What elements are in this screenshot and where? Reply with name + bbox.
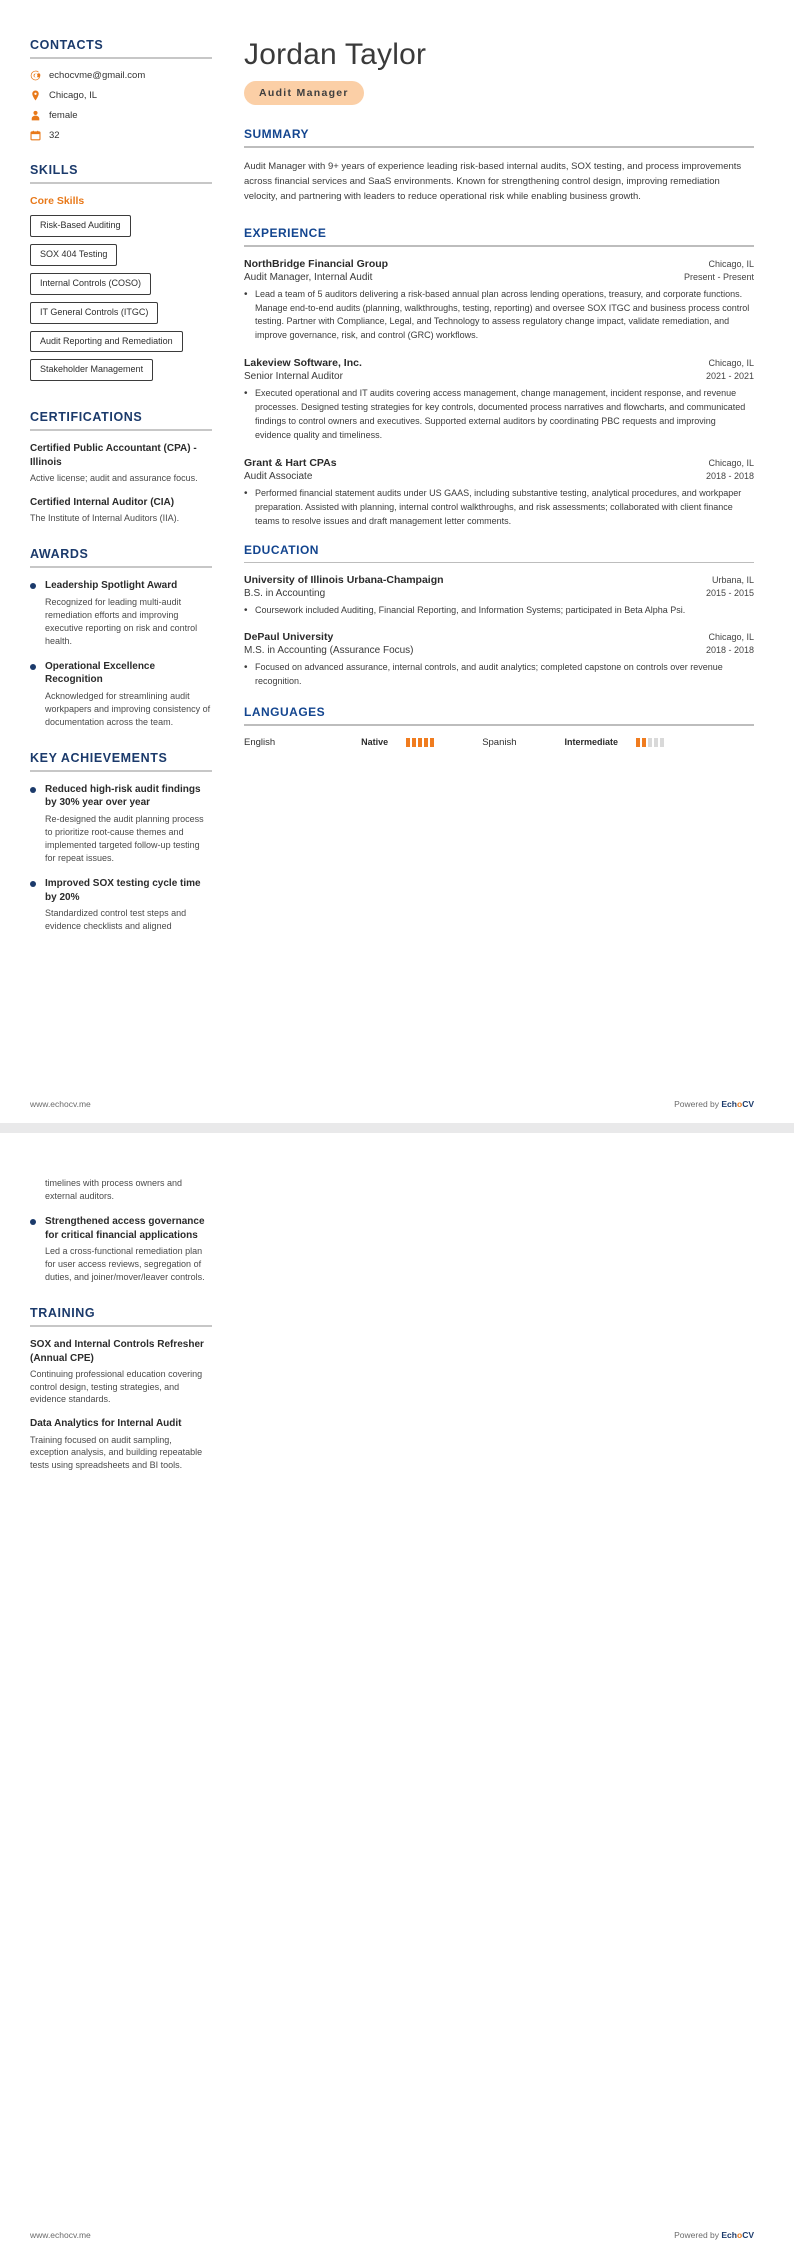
awards-divider xyxy=(30,566,212,568)
key-achievement-item xyxy=(30,1215,212,1284)
key-achievements-section xyxy=(30,751,212,933)
left-sidebar-continued xyxy=(30,1177,226,1493)
training-desc: Continuing professional education covering control design, testing strategies, and evidence standards. xyxy=(30,1369,203,1405)
experience-title: EXPERIENCE xyxy=(244,226,327,241)
experience-entry xyxy=(244,258,754,344)
experience-bullets xyxy=(244,487,754,529)
certification-item xyxy=(30,496,212,525)
bullet-dot-icon xyxy=(30,664,36,670)
skill-tag[interactable]: Audit Reporting and Remediation xyxy=(30,331,183,353)
key-achievement-item xyxy=(30,783,212,865)
education-divider xyxy=(244,562,754,564)
award-name: Leadership Spotlight Award xyxy=(45,580,178,592)
page-2-footer xyxy=(30,2230,754,2240)
certifications-divider xyxy=(30,429,212,431)
key-achievement-desc: Standardized control test steps and evidence checklists and aligned xyxy=(45,908,187,932)
award-name: Operational Excellence Recognition xyxy=(45,660,156,686)
main-column-page-2 xyxy=(226,1177,754,1493)
experience-entry xyxy=(244,357,754,443)
calendar-icon xyxy=(30,130,41,141)
skill-tag[interactable]: SOX 404 Testing xyxy=(30,244,117,266)
languages-section xyxy=(244,705,754,748)
bullet-dot-icon xyxy=(30,881,36,887)
experience-entry xyxy=(244,457,754,529)
contact-item-age xyxy=(30,130,212,141)
key-achievement-desc: Re-designed the audit planning process to prioritize root-cause themes and implemented targeted follow-up testing for repeat issues. xyxy=(45,813,204,863)
skills-section xyxy=(30,163,212,388)
skills-tag-list xyxy=(30,215,212,388)
experience-bullets xyxy=(244,387,754,443)
footer-brand-b: CV xyxy=(742,2230,754,2240)
language-proficiency-meter xyxy=(406,738,434,747)
certification-desc: The Institute of Internal Auditors (IIA). xyxy=(30,513,180,524)
key-achievements-title: KEY ACHIEVEMENTS xyxy=(30,750,168,765)
skills-title: SKILLS xyxy=(30,163,79,177)
experience-company: Lakeview Software, Inc. xyxy=(244,357,362,370)
summary-title: SUMMARY xyxy=(244,127,310,141)
education-bullet: • Focused on advanced assurance, internal controls, and audit analytics; completed capstone on controls over revenue recognition. xyxy=(244,661,754,689)
page-title: Jordan Taylor xyxy=(244,38,427,71)
summary-section xyxy=(244,127,754,204)
languages-divider xyxy=(244,724,754,726)
education-bullets xyxy=(244,661,754,689)
contacts-divider xyxy=(30,57,212,59)
education-location: Urbana, IL xyxy=(711,575,754,586)
experience-role: Senior Internal Auditor xyxy=(244,371,343,383)
footer-website[interactable]: www.echocv.me xyxy=(30,1099,91,1109)
training-section xyxy=(30,1306,212,1471)
role-badge: Audit Manager xyxy=(244,81,364,105)
languages-row xyxy=(244,737,754,748)
skill-tag[interactable]: Risk-Based Auditing xyxy=(30,215,131,237)
education-entry xyxy=(244,574,754,618)
footer-brand-a: Ech xyxy=(721,1099,737,1109)
footer-powered-prefix: Powered by xyxy=(674,1099,722,1109)
contact-email-value: echocvme@gmail.com xyxy=(49,70,146,81)
awards-title: AWARDS xyxy=(30,547,89,562)
experience-dates: Present - Present xyxy=(683,271,754,282)
contact-item-gender xyxy=(30,110,212,121)
certification-desc: Active license; audit and assurance focus. xyxy=(30,473,198,484)
experience-section xyxy=(244,226,754,529)
award-item xyxy=(30,579,212,648)
education-bullet: • Coursework included Auditing, Financial Reporting, and Information Systems; participated in Beta Alpha Psi. xyxy=(244,604,754,618)
certification-name: Certified Internal Auditor (CIA) xyxy=(30,496,175,508)
experience-location: Chicago, IL xyxy=(708,258,754,269)
experience-company: Grant & Hart CPAs xyxy=(244,457,337,470)
page-gap xyxy=(0,1123,794,1133)
contact-item-location xyxy=(30,90,212,101)
experience-location: Chicago, IL xyxy=(708,458,754,469)
contact-gender-value: female xyxy=(49,110,78,121)
footer-brand xyxy=(721,2230,754,2240)
certifications-title: CERTIFICATIONS xyxy=(30,410,143,425)
experience-bullet: • Executed operational and IT audits covering access management, change management, incident response, and revenue processes. Designed testing strategies for key controls, documented process narratives and flowcharts, and communicated findings to control owners and executives. Supported external auditors by coordinating PBC requests and improving evidence quality and timeliness. xyxy=(244,387,754,443)
training-name: SOX and Internal Controls Refresher (Annual CPE) xyxy=(30,1339,204,1364)
footer-brand xyxy=(721,1099,754,1109)
contact-item-email[interactable] xyxy=(30,70,212,81)
page-1-body xyxy=(0,0,794,955)
certification-item xyxy=(30,442,212,485)
footer-powered-prefix: Powered by xyxy=(674,2230,722,2240)
footer-brand-dot: o xyxy=(736,1099,743,1109)
language-proficiency-meter xyxy=(636,738,664,747)
experience-bullet: • Performed financial statement audits under US GAAS, including substantive testing, analytical procedures, and workpaper preparation. Assisted with planning, internal control walkthroughs, and risk assessments; collaborated with client finance teams to resolve issues and draft management letter comments. xyxy=(244,487,754,529)
language-name: English xyxy=(244,736,276,748)
education-entry xyxy=(244,631,754,689)
experience-bullets xyxy=(244,288,754,344)
experience-bullet: • Lead a team of 5 auditors delivering a risk-based annual plan across lending operations, treasury, and corporate functions. Manage end-to-end audits (planning, walkthroughs, testing, reporting) and oversee SOX ITGC and business process control testing. Partner with Compliance, Legal, and Technology to assess regulatory change impact, validate remediation, and improve governance, risk, and control (GRC) workflows. xyxy=(244,288,754,344)
bullet-dot-icon xyxy=(30,1219,36,1225)
key-achievements-continued xyxy=(30,1177,212,1284)
summary-divider xyxy=(244,146,754,148)
experience-role: Audit Associate xyxy=(244,471,313,483)
contacts-section xyxy=(30,38,212,141)
skill-tag[interactable]: Internal Controls (COSO) xyxy=(30,273,151,295)
person-icon xyxy=(30,110,41,121)
key-achievement-name: Improved SOX testing cycle time by 20% xyxy=(45,878,201,903)
contact-location-value: Chicago, IL xyxy=(49,90,98,101)
page-1-footer xyxy=(30,1099,754,1109)
key-achievement-desc: Led a cross-functional remediation plan for user access reviews, segregation of duties, and joiner/mover/leaver controls. xyxy=(45,1246,205,1283)
key-achievement-desc-continued: timelines with process owners and external auditors. xyxy=(45,1178,183,1202)
contact-list xyxy=(30,70,212,141)
education-degree: B.S. in Accounting xyxy=(244,588,326,600)
footer-brand-a: Ech xyxy=(721,2230,737,2240)
contact-age-value: 32 xyxy=(49,130,60,141)
footer-powered-by xyxy=(674,2230,754,2240)
education-school: DePaul University xyxy=(244,631,334,644)
footer-website[interactable]: www.echocv.me xyxy=(30,2230,91,2240)
education-dates: 2015 - 2015 xyxy=(705,588,754,599)
skill-tag[interactable]: Stakeholder Management xyxy=(30,359,153,381)
skills-subhead: Core Skills xyxy=(30,195,85,207)
footer-brand-dot: o xyxy=(736,2230,743,2240)
training-item xyxy=(30,1338,212,1406)
skill-tag[interactable]: IT General Controls (ITGC) xyxy=(30,302,158,324)
experience-divider xyxy=(244,245,754,247)
skills-divider xyxy=(30,182,212,184)
experience-location: Chicago, IL xyxy=(708,358,754,369)
education-bullets xyxy=(244,604,754,618)
certification-name: Certified Public Accountant (CPA) - Illinois xyxy=(30,443,197,468)
awards-section xyxy=(30,547,212,729)
education-dates: 2018 - 2018 xyxy=(705,645,754,656)
key-achievement-name: Strengthened access governance for critical financial applications xyxy=(45,1216,205,1241)
summary-text: Audit Manager with 9+ years of experience leading risk-based internal audits, SOX testing, and process improvements across financial services and SaaS environments. Known for strengthening control design, improving remediation velocity, and partnering with leaders to reduce operational risk while enabling business growth. xyxy=(244,160,742,202)
key-achievement-name: Reduced high-risk audit findings by 30% year over year xyxy=(45,783,201,809)
language-level: Native xyxy=(361,737,389,748)
training-title: TRAINING xyxy=(30,1306,96,1321)
experience-role: Audit Manager, Internal Audit xyxy=(244,271,373,283)
language-level: Intermediate xyxy=(564,737,619,748)
email-icon xyxy=(30,70,41,81)
experience-dates: 2018 - 2018 xyxy=(705,471,754,482)
page-2-body xyxy=(0,1133,794,1493)
bullet-dot-icon xyxy=(30,583,36,589)
training-desc: Training focused on audit sampling, exception analysis, and building repeatable tests using spreadsheets and BI tools. xyxy=(30,1434,203,1470)
training-item xyxy=(30,1417,212,1471)
language-name: Spanish xyxy=(482,736,517,748)
experience-company: NorthBridge Financial Group xyxy=(244,257,389,270)
education-title: EDUCATION xyxy=(244,542,319,557)
education-degree: M.S. in Accounting (Assurance Focus) xyxy=(244,645,414,657)
resume-page-1 xyxy=(0,0,794,1123)
award-desc: Acknowledged for streamlining audit workpapers and improving consistency of documentation across the team. xyxy=(45,690,211,727)
training-name: Data Analytics for Internal Audit xyxy=(30,1418,182,1430)
training-divider xyxy=(30,1325,212,1327)
key-achievements-divider xyxy=(30,770,212,772)
bullet-dot-icon xyxy=(30,787,36,793)
resume-page-2 xyxy=(0,1133,794,2256)
certifications-section xyxy=(30,410,212,525)
location-pin-icon xyxy=(30,90,41,101)
education-location: Chicago, IL xyxy=(708,632,754,643)
education-school: University of Illinois Urbana-Champaign xyxy=(244,574,444,587)
footer-brand-b: CV xyxy=(742,1099,754,1109)
experience-dates: 2021 - 2021 xyxy=(705,371,754,382)
award-item xyxy=(30,660,212,729)
education-section xyxy=(244,543,754,689)
award-desc: Recognized for leading multi-audit remediation efforts and improving executive reporting on risk and control health. xyxy=(45,596,198,646)
left-sidebar xyxy=(30,38,226,955)
languages-title: LANGUAGES xyxy=(244,705,326,720)
key-achievement-item xyxy=(30,877,212,933)
footer-powered-by xyxy=(674,1099,754,1109)
main-column xyxy=(226,38,754,955)
contacts-title: CONTACTS xyxy=(30,38,104,52)
